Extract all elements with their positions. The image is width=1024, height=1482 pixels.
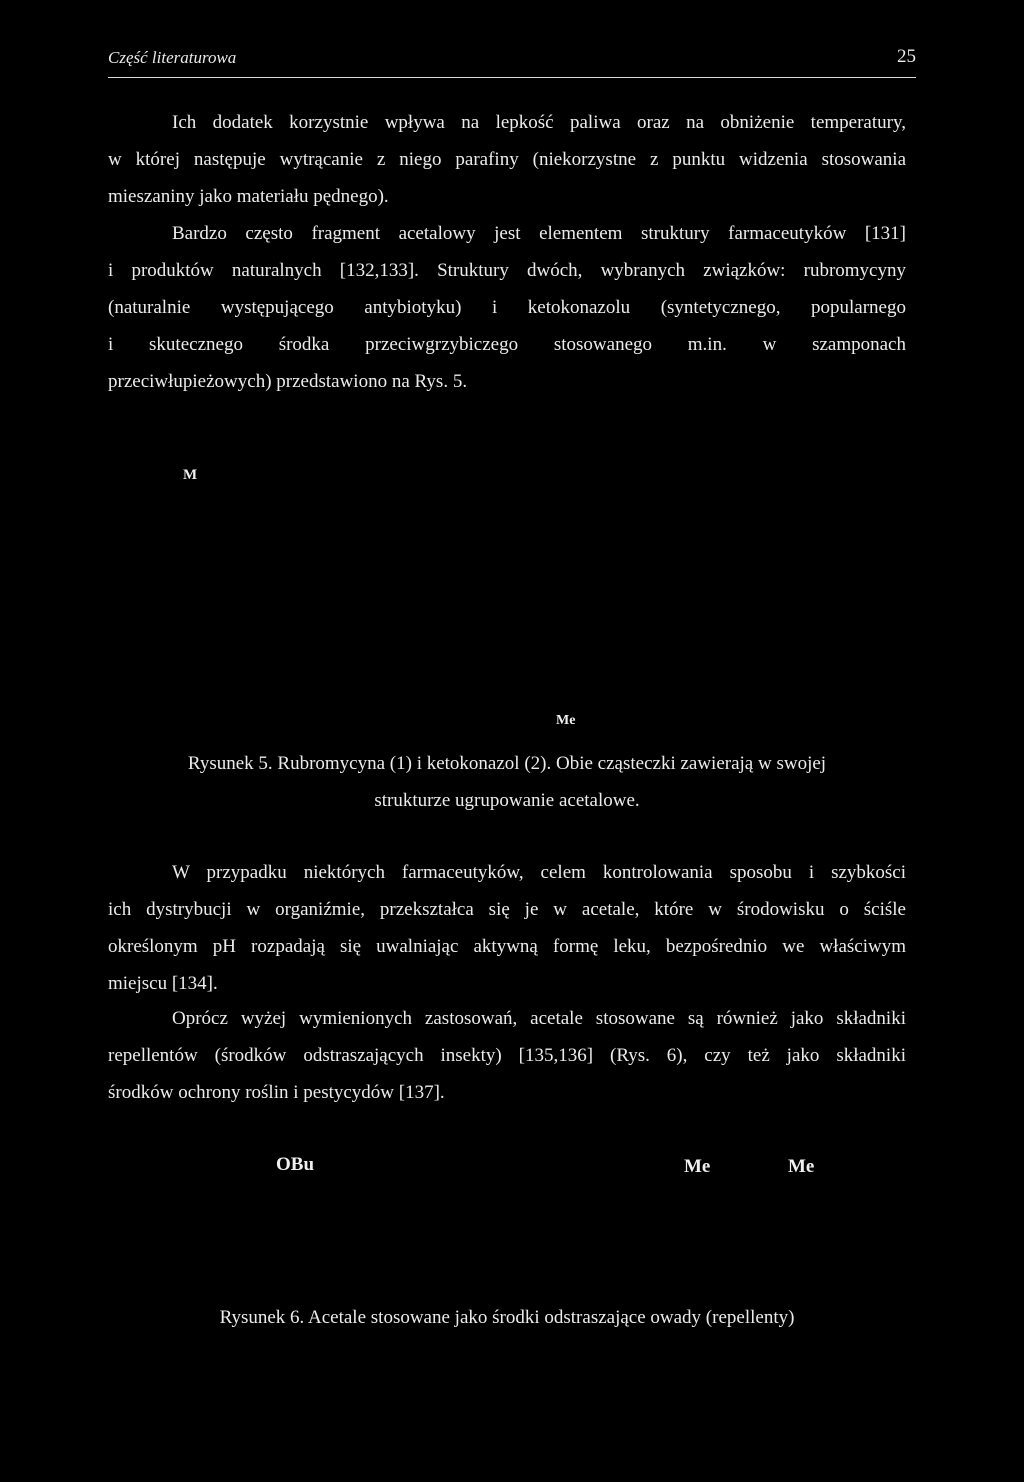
- text-line: w której następuje wytrącanie z niego parafiny (niekorzystne z punktu widzenia stosowania: [108, 149, 906, 170]
- text-line: środków ochrony roślin i pestycydów [137].: [108, 1082, 445, 1103]
- paragraph-4: [108, 1000, 906, 1111]
- header-rule: [108, 77, 916, 78]
- structure-label-obu: OBu: [276, 1154, 315, 1175]
- paragraph-3: [108, 854, 906, 1002]
- paragraph-1: [108, 104, 906, 215]
- structure-label-m: M: [183, 467, 198, 483]
- text-line: Ich dodatek korzystnie wpływa na lepkość paliwa oraz na obniżenie temperatury,: [172, 112, 906, 133]
- text-line: i skutecznego środka przeciwgrzybiczego stosowanego m.in. w szamponach: [108, 334, 906, 355]
- text-line: przeciwłupieżowych) przedstawiono na Rys. 5.: [108, 371, 468, 392]
- caption-line: strukturze ugrupowanie acetalowe.: [374, 790, 640, 811]
- text-line: mieszaniny jako materiału pędnego).: [108, 186, 389, 207]
- text-line: miejscu [134].: [108, 973, 218, 994]
- figure-6-caption: Rysunek 6. Acetale stosowane jako środki odstraszające owady (repellenty): [219, 1307, 795, 1328]
- text-line: repellentów (środków odstraszających insekty) [135,136] (Rys. 6), czy też jako składniki: [108, 1045, 906, 1066]
- figure-5-caption: [108, 745, 906, 819]
- text-line: (naturalnie występującego antybiotyku) i ketokonazolu (syntetycznego, popularnego: [108, 297, 906, 318]
- structure-label-me: Me: [684, 1156, 711, 1177]
- structure-label-me: Me: [788, 1156, 815, 1177]
- page-number: 25: [897, 46, 916, 67]
- structure-label-me: Me: [556, 713, 576, 728]
- running-head-section: Część literaturowa: [108, 48, 237, 67]
- caption-line: Rysunek 5. Rubromycyna (1) i ketokonazol (2). Obie cząsteczki zawierają w swojej: [187, 753, 827, 774]
- text-line: i produktów naturalnych [132,133]. Struktury dwóch, wybranych związków: rubromycyny: [108, 260, 906, 281]
- paragraph-2: [108, 215, 906, 400]
- text-line: ich dystrybucji w organiźmie, przekształca się je w acetale, które w środowisku o ściśle: [108, 899, 906, 920]
- text-line: określonym pH rozpadają się uwalniając aktywną formę leku, bezpośrednio we właściwym: [108, 936, 906, 957]
- text-line: W przypadku niektórych farmaceutyków, celem kontrolowania sposobu i szybkości: [172, 862, 906, 883]
- text-line: Oprócz wyżej wymienionych zastosowań, acetale stosowane są również jako składniki: [172, 1008, 906, 1029]
- text-line: Bardzo często fragment acetalowy jest elementem struktury farmaceutyków [131]: [172, 223, 906, 244]
